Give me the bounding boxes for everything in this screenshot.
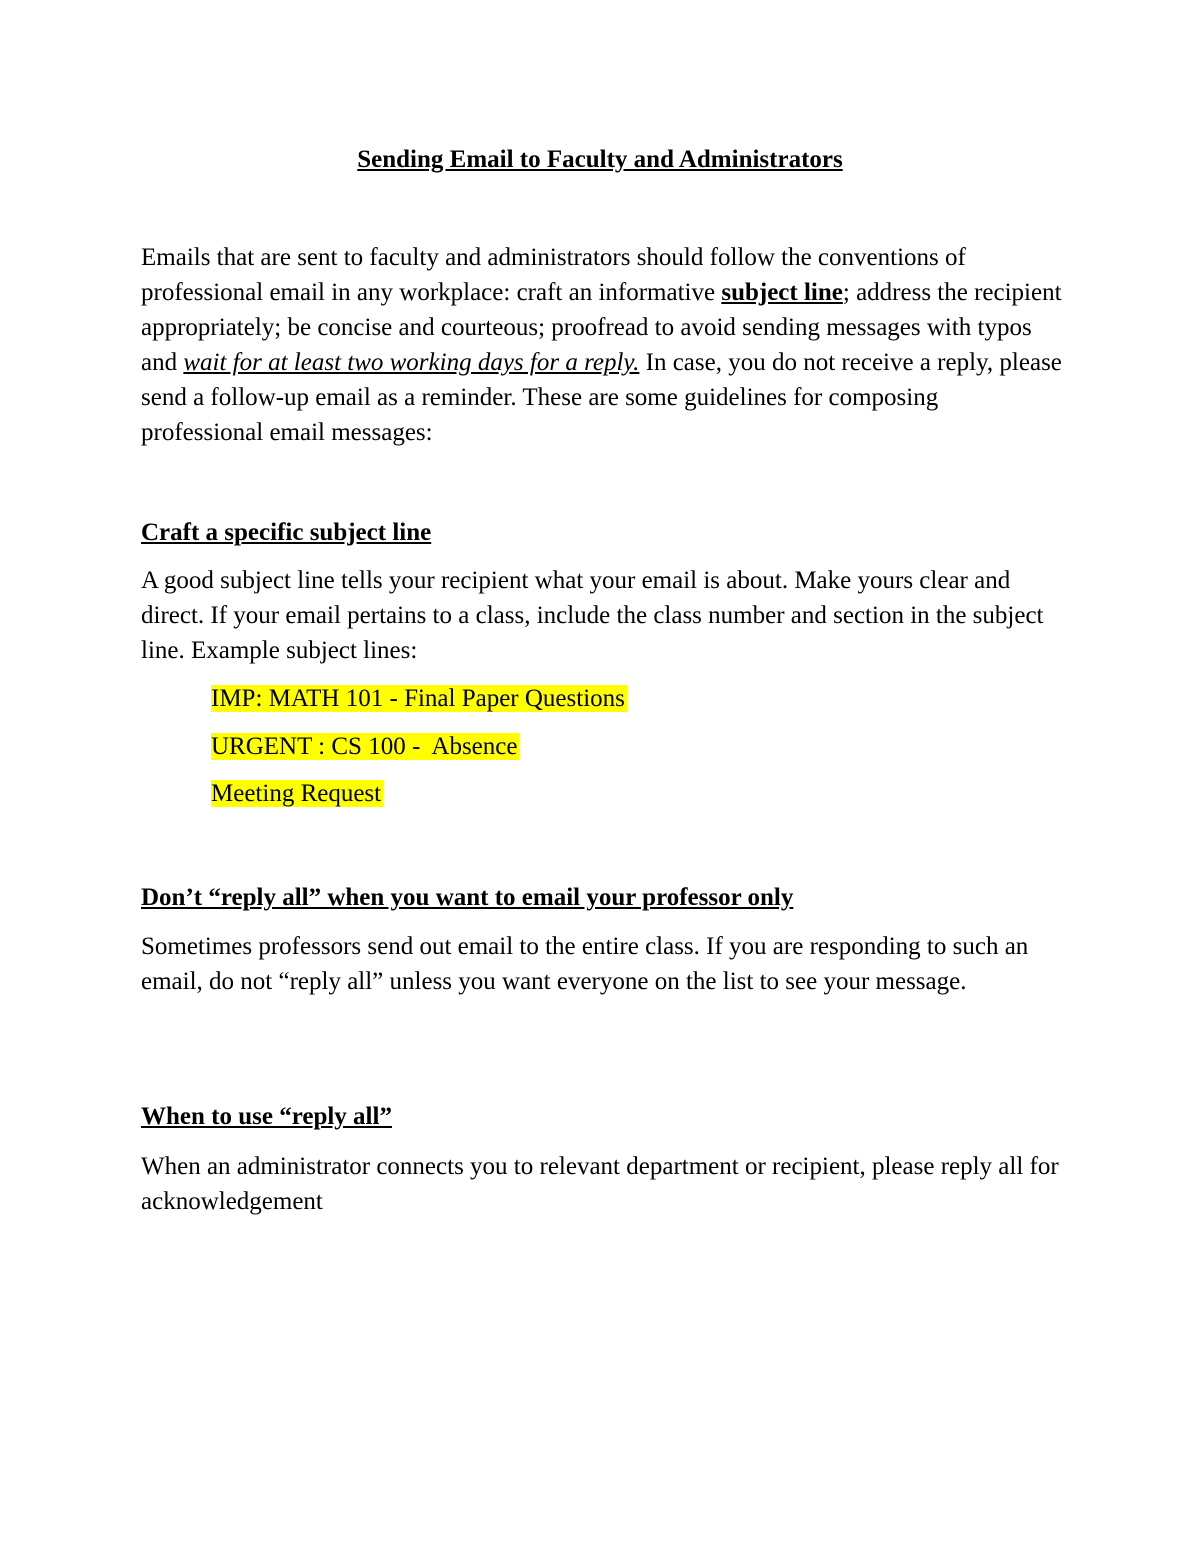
section-heading-reply-all-warning: Don’t “reply all” when you want to email your professor only xyxy=(141,884,794,911)
example-subject-line-highlight: URGENT : CS 100 - Absence xyxy=(211,733,518,760)
intro-text-1: Emails that are sent to faculty and administrators should follow the conventions of professional email in any workplace: craft an informative xyxy=(141,244,966,306)
section-heading-subject-line: Craft a specific subject line xyxy=(141,519,432,546)
example-subject-line xyxy=(211,778,383,810)
document-title: Sending Email to Faculty and Administrators xyxy=(357,146,843,173)
intro-text-2: ; address the recipient appropriately; be concise and courteous; proofread to avoid sending messages with typos and xyxy=(141,279,1062,376)
example-subject-line xyxy=(211,731,519,763)
example-subject-line-highlight: IMP: MATH 101 - Final Paper Questions xyxy=(211,685,625,712)
example-subject-line xyxy=(211,683,627,715)
intro-subject-line-emphasis: subject line xyxy=(721,279,843,306)
intro-text-3: In case, you do not receive a reply, please send a follow-up email as a reminder. These are some guidelines for composing professional email messages: xyxy=(141,349,1062,446)
section-body-reply-all-warning: Sometimes professors send out email to the entire class. If you are responding to such an email, do not “reply all” unless you want everyone on the list to see your message. xyxy=(141,933,1029,995)
example-subject-line-highlight: Meeting Request xyxy=(211,780,382,807)
section-body-when-reply-all: When an administrator connects you to relevant department or recipient, please reply all for acknowledgement xyxy=(141,1153,1059,1215)
section-body-subject-line: A good subject line tells your recipient what your email is about. Make yours clear and direct. If your email pertains to a class, include the class number and section in the subject line. Example subject lines: xyxy=(141,567,1044,664)
section-heading-when-reply-all: When to use “reply all” xyxy=(141,1103,392,1130)
intro-paragraph xyxy=(141,240,1066,450)
intro-wait-emphasis: wait for at least two working days for a reply. xyxy=(183,349,640,376)
